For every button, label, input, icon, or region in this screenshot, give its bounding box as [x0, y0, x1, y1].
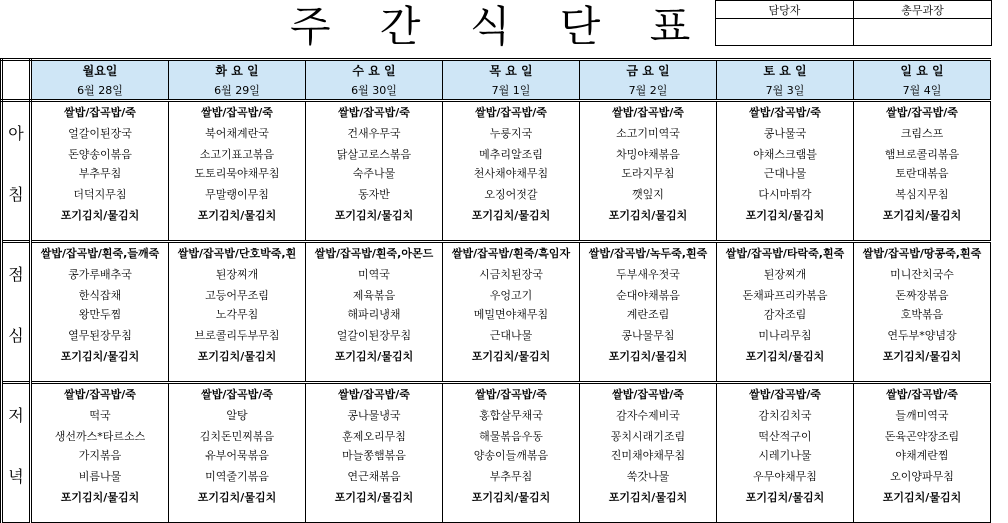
meal-label-top: 저 — [2, 403, 31, 426]
menu-cell: 근대나물 — [443, 323, 580, 346]
menu-cell: 포기김치/물김치 — [443, 205, 580, 224]
empty-cell — [306, 506, 443, 523]
menu-cell: 도토리묵야채무침 — [169, 163, 306, 182]
meal-label-cell — [2, 346, 31, 365]
meal-row — [2, 304, 991, 323]
menu-cell: 순대야채볶음 — [580, 285, 717, 304]
meal-row — [2, 121, 991, 144]
day-name: 일 요 일 — [854, 60, 991, 81]
empty-cell — [580, 365, 717, 383]
meal-row — [2, 346, 991, 365]
meal-row — [2, 506, 991, 523]
empty-cell — [443, 365, 580, 383]
menu-cell: 쌀밥/잡곡밥/죽 — [580, 101, 717, 122]
menu-cell: 미역줄기볶음 — [169, 464, 306, 487]
menu-cell: 유부어묵볶음 — [169, 445, 306, 464]
menu-cell: 우무야채무침 — [717, 464, 854, 487]
menu-cell: 포기김치/물김치 — [717, 205, 854, 224]
day-name: 월요일 — [31, 60, 169, 81]
meal-label-cell — [2, 383, 31, 404]
menu-cell: 포기김치/물김치 — [443, 487, 580, 506]
menu-cell: 열무된장무침 — [31, 323, 169, 346]
empty-cell — [31, 224, 169, 242]
menu-cell: 크림스프 — [854, 121, 991, 144]
empty-cell — [854, 506, 991, 523]
menu-cell: 근대나물 — [717, 163, 854, 182]
menu-cell: 동자반 — [306, 182, 443, 205]
corner-cell — [2, 60, 31, 81]
menu-cell: 시레기나물 — [717, 445, 854, 464]
empty-cell — [854, 365, 991, 383]
meal-row — [2, 383, 991, 404]
menu-cell: 고등어무조림 — [169, 285, 306, 304]
menu-cell: 쌀밥/잡곡밥/죽 — [443, 101, 580, 122]
menu-cell: 제육볶음 — [306, 285, 443, 304]
menu-cell: 미역국 — [306, 262, 443, 285]
menu-cell: 콩나물국 — [717, 121, 854, 144]
day-date: 7월 4일 — [854, 80, 991, 101]
menu-cell: 쑥갓나물 — [580, 464, 717, 487]
corner-cell — [2, 80, 31, 101]
menu-cell: 건새우무국 — [306, 121, 443, 144]
menu-cell: 비름나물 — [31, 464, 169, 487]
day-date: 7월 2일 — [580, 80, 717, 101]
menu-cell: 노각무침 — [169, 304, 306, 323]
menu-cell: 쌀밥/잡곡밥/죽 — [717, 383, 854, 404]
menu-cell: 쌀밥/잡곡밥/죽 — [31, 101, 169, 122]
menu-cell: 토란대볶음 — [854, 163, 991, 182]
meal-row — [2, 101, 991, 122]
menu-cell: 야채계란찜 — [854, 445, 991, 464]
menu-cell: 쌀밥/잡곡밥/죽 — [169, 383, 306, 404]
meal-row — [2, 262, 991, 285]
meal-label-cell — [2, 445, 31, 464]
menu-cell: 감자조림 — [717, 304, 854, 323]
day-name: 수 요 일 — [306, 60, 443, 81]
meal-label-bottom: 심 — [2, 323, 31, 346]
meal-row — [2, 144, 991, 163]
menu-cell: 된장찌개 — [169, 262, 306, 285]
menu-cell: 쌀밥/잡곡밥/죽 — [854, 101, 991, 122]
meal-label-cell — [2, 426, 31, 445]
approval-director-sign[interactable] — [854, 19, 992, 46]
menu-cell: 깻잎지 — [580, 182, 717, 205]
empty-cell — [169, 224, 306, 242]
menu-cell: 포기김치/물김치 — [717, 487, 854, 506]
menu-cell: 메밀면야채무침 — [443, 304, 580, 323]
menu-cell: 다시마튀각 — [717, 182, 854, 205]
menu-cell: 꽁치시래기조림 — [580, 426, 717, 445]
menu-cell: 떡국 — [31, 403, 169, 426]
menu-cell: 포기김치/물김치 — [306, 205, 443, 224]
menu-cell: 우엉고기 — [443, 285, 580, 304]
meal-row — [2, 403, 991, 426]
empty-cell — [306, 224, 443, 242]
meal-row — [2, 285, 991, 304]
menu-cell: 쌀밥/잡곡밥/죽 — [169, 101, 306, 122]
meal-label-top: 점 — [2, 262, 31, 285]
menu-cell: 돈육곤약장조림 — [854, 426, 991, 445]
menu-cell: 두부새우젓국 — [580, 262, 717, 285]
menu-cell: 포기김치/물김치 — [169, 205, 306, 224]
day-date: 6월 28일 — [31, 80, 169, 101]
menu-cell: 미니잔치국수 — [854, 262, 991, 285]
menu-cell: 미나리무침 — [717, 323, 854, 346]
menu-cell: 양송이들깨볶음 — [443, 445, 580, 464]
menu-cell: 가지볶음 — [31, 445, 169, 464]
menu-cell: 돈채파프리카볶음 — [717, 285, 854, 304]
menu-cell: 햄브로콜리볶음 — [854, 144, 991, 163]
menu-cell: 들깨미역국 — [854, 403, 991, 426]
meal-label-top: 아 — [2, 121, 31, 144]
meal-label-cell — [2, 144, 31, 163]
page-title: 주 간 식 단 표 — [290, 2, 709, 51]
menu-cell: 쌀밥/잡곡밥/죽 — [717, 101, 854, 122]
menu-cell: 포기김치/물김치 — [580, 487, 717, 506]
empty-cell — [443, 224, 580, 242]
meal-row — [2, 365, 991, 383]
menu-cell: 왕만두찜 — [31, 304, 169, 323]
day-name: 금 요 일 — [580, 60, 717, 81]
menu-cell: 도라지무침 — [580, 163, 717, 182]
menu-cell: 감치김치국 — [717, 403, 854, 426]
menu-cell: 누룽지국 — [443, 121, 580, 144]
menu-cell: 콩나물무침 — [580, 323, 717, 346]
menu-cell: 시금치된장국 — [443, 262, 580, 285]
menu-cell: 포기김치/물김치 — [306, 346, 443, 365]
approval-manager-label: 담당자 — [716, 1, 854, 19]
meal-row — [2, 205, 991, 224]
menu-cell: 돈양송이볶음 — [31, 144, 169, 163]
menu-cell: 쌀밥/잡곡밥/죽 — [31, 383, 169, 404]
menu-cell: 해파리냉채 — [306, 304, 443, 323]
empty-cell — [443, 506, 580, 523]
menu-cell: 된장찌개 — [717, 262, 854, 285]
day-name: 화 요 일 — [169, 60, 306, 81]
menu-cell: 쌀밥/잡곡밥/죽 — [306, 101, 443, 122]
menu-cell: 훈제오리무침 — [306, 426, 443, 445]
empty-cell — [169, 506, 306, 523]
empty-cell — [169, 365, 306, 383]
menu-cell: 호박볶음 — [854, 304, 991, 323]
menu-cell: 더덕지무침 — [31, 182, 169, 205]
empty-cell — [306, 365, 443, 383]
empty-cell — [31, 506, 169, 523]
menu-cell: 얼갈이된장무침 — [306, 323, 443, 346]
menu-cell: 부추무침 — [31, 163, 169, 182]
approval-manager-sign[interactable] — [716, 19, 854, 46]
menu-cell: 야채스크램블 — [717, 144, 854, 163]
menu-cell: 부추무침 — [443, 464, 580, 487]
menu-cell: 콩나물냉국 — [306, 403, 443, 426]
menu-cell: 홍합살무채국 — [443, 403, 580, 426]
menu-cell: 진미채야채무침 — [580, 445, 717, 464]
menu-cell: 숙주나물 — [306, 163, 443, 182]
meal-row — [2, 182, 991, 205]
day-date: 6월 29일 — [169, 80, 306, 101]
menu-cell: 쌀밥/잡곡밥/땅콩죽,흰죽 — [854, 242, 991, 263]
menu-cell: 쌀밥/잡곡밥/흰죽,아몬드 — [306, 242, 443, 263]
menu-cell: 계란조림 — [580, 304, 717, 323]
menu-cell: 해물볶음우동 — [443, 426, 580, 445]
menu-cell: 알탕 — [169, 403, 306, 426]
menu-cell: 포기김치/물김치 — [443, 346, 580, 365]
menu-cell: 돈짜장볶음 — [854, 285, 991, 304]
menu-cell: 포기김치/물김치 — [854, 346, 991, 365]
menu-cell: 연근채볶음 — [306, 464, 443, 487]
menu-cell: 차밍야채볶음 — [580, 144, 717, 163]
menu-cell: 닭살고로스볶음 — [306, 144, 443, 163]
menu-cell: 연두부*양념장 — [854, 323, 991, 346]
empty-cell — [717, 224, 854, 242]
menu-cell: 오징어젓갈 — [443, 182, 580, 205]
meal-label-bottom: 침 — [2, 182, 31, 205]
meal-row — [2, 445, 991, 464]
menu-cell: 무말랭이무침 — [169, 182, 306, 205]
menu-cell: 감자수제비국 — [580, 403, 717, 426]
empty-cell — [580, 224, 717, 242]
meal-label-cell — [2, 163, 31, 182]
menu-cell: 포기김치/물김치 — [580, 346, 717, 365]
meal-row — [2, 464, 991, 487]
meal-row — [2, 487, 991, 506]
approval-box — [715, 0, 992, 46]
menu-cell: 한식잡채 — [31, 285, 169, 304]
meal-label-cell — [2, 285, 31, 304]
meal-label-cell — [2, 101, 31, 122]
approval-director-label: 총무과장 — [854, 1, 992, 19]
meal-label-cell — [2, 224, 31, 242]
menu-cell: 포기김치/물김치 — [717, 346, 854, 365]
day-date: 6월 30일 — [306, 80, 443, 101]
menu-cell: 쌀밥/잡곡밥/녹두죽,흰죽 — [580, 242, 717, 263]
menu-cell: 쌀밥/잡곡밥/단호박죽,흰 — [169, 242, 306, 263]
menu-cell: 포기김치/물김치 — [854, 487, 991, 506]
menu-cell: 쌀밥/잡곡밥/타락죽,흰죽 — [717, 242, 854, 263]
meal-label-cell — [2, 487, 31, 506]
menu-cell: 포기김치/물김치 — [580, 205, 717, 224]
menu-cell: 소고기미역국 — [580, 121, 717, 144]
menu-cell: 콩가루배추국 — [31, 262, 169, 285]
day-date: 7월 3일 — [717, 80, 854, 101]
meal-label-bottom: 녁 — [2, 464, 31, 487]
meal-row — [2, 426, 991, 445]
day-date-row — [2, 80, 991, 101]
empty-cell — [717, 365, 854, 383]
menu-cell: 마늘쫑햄볶음 — [306, 445, 443, 464]
menu-cell: 북어채계란국 — [169, 121, 306, 144]
menu-cell: 포기김치/물김치 — [306, 487, 443, 506]
menu-cell: 소고기표고볶음 — [169, 144, 306, 163]
menu-cell: 쌀밥/잡곡밥/흰죽/흑임자 — [443, 242, 580, 263]
meal-label-cell — [2, 242, 31, 263]
menu-cell: 쌀밥/잡곡밥/죽 — [580, 383, 717, 404]
menu-cell: 포기김치/물김치 — [169, 487, 306, 506]
meal-label-cell — [2, 205, 31, 224]
menu-cell: 포기김치/물김치 — [31, 487, 169, 506]
meal-row — [2, 224, 991, 242]
menu-cell: 포기김치/물김치 — [31, 205, 169, 224]
menu-cell: 떡산적구이 — [717, 426, 854, 445]
menu-cell: 쌀밥/잡곡밥/죽 — [306, 383, 443, 404]
menu-cell: 브로콜리두부무침 — [169, 323, 306, 346]
meal-row — [2, 323, 991, 346]
menu-cell: 쌀밥/잡곡밥/죽 — [443, 383, 580, 404]
day-date: 7월 1일 — [443, 80, 580, 101]
day-name: 목 요 일 — [443, 60, 580, 81]
empty-cell — [31, 365, 169, 383]
meal-row — [2, 163, 991, 182]
empty-cell — [580, 506, 717, 523]
menu-cell: 포기김치/물김치 — [169, 346, 306, 365]
menu-cell: 포기김치/물김치 — [31, 346, 169, 365]
menu-cell: 얼갈이된장국 — [31, 121, 169, 144]
menu-cell: 복심지무침 — [854, 182, 991, 205]
menu-cell: 오이양파무침 — [854, 464, 991, 487]
menu-cell: 포기김치/물김치 — [854, 205, 991, 224]
day-name-row — [2, 60, 991, 81]
meal-label-cell — [2, 304, 31, 323]
menu-cell: 쌀밥/잡곡밥/흰죽,들깨죽 — [31, 242, 169, 263]
menu-cell: 생선까스*타르소스 — [31, 426, 169, 445]
menu-table — [0, 58, 991, 523]
empty-cell — [717, 506, 854, 523]
empty-cell — [854, 224, 991, 242]
menu-cell: 쌀밥/잡곡밥/죽 — [854, 383, 991, 404]
menu-cell: 천사채야채무침 — [443, 163, 580, 182]
meal-label-cell — [2, 365, 31, 383]
meal-label-cell — [2, 506, 31, 523]
meal-row — [2, 242, 991, 263]
menu-cell: 김치돈민찌볶음 — [169, 426, 306, 445]
menu-cell: 메추리알조림 — [443, 144, 580, 163]
day-name: 토 요 일 — [717, 60, 854, 81]
